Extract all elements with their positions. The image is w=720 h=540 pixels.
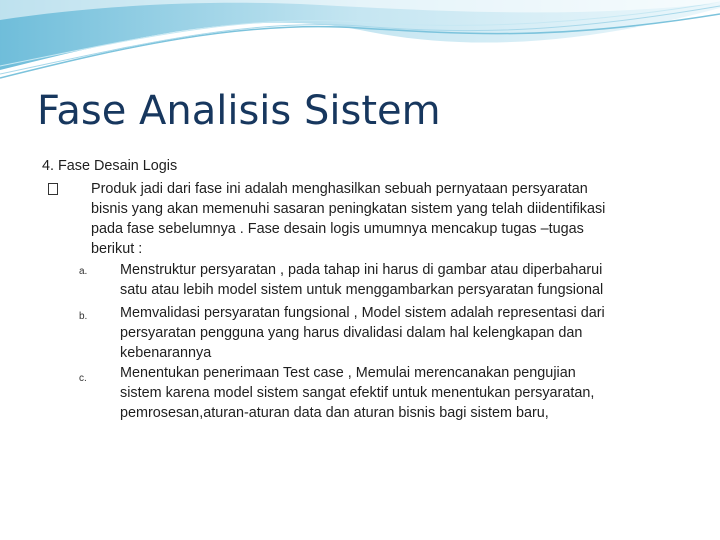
list-item-c-line: sistem karena model sistem sangat efektif untuk menentukan persyaratan,	[120, 385, 595, 401]
square-bullet-icon	[48, 183, 58, 195]
intro-line: pada fase sebelumnya . Fase desain logis umumnya mencakup tugas –tugas	[91, 221, 584, 237]
list-item-a-line: satu atau lebih model sistem untuk menggambarkan persyaratan fungsional	[120, 282, 604, 298]
intro-line: bisnis yang akan memenuhi sasaran peningkatan sistem yang telah diidentifikasi	[91, 201, 606, 217]
list-marker-b: b.	[79, 311, 88, 322]
list-marker-c: c.	[79, 373, 87, 384]
intro-line: Produk jadi dari fase ini adalah menghasilkan sebuah pernyataan persyaratan	[91, 181, 588, 197]
intro-line: berikut :	[91, 241, 143, 257]
list-item-b-line: Memvalidasi persyaratan fungsional , Model sistem adalah representasi dari	[120, 305, 605, 321]
list-item-c-line: Menentukan penerimaan Test case , Memulai merencanakan pengujian	[120, 365, 576, 381]
list-item-b-line: persyaratan pengguna yang harus divalidasi dalam hal kelengkapan dan	[120, 325, 583, 341]
list-item-a-line: Menstruktur persyaratan , pada tahap ini harus di gambar atau diperbaharui	[120, 262, 603, 278]
list-item-b-line: kebenarannya	[120, 345, 212, 361]
slide-title: Fase Analisis Sistem	[37, 88, 441, 134]
list-item-c-line: pemrosesan,aturan-aturan data dan aturan bisnis bagi sistem baru,	[120, 405, 549, 421]
section-heading: 4. Fase Desain Logis	[42, 158, 178, 174]
header-wave-decoration	[0, 0, 720, 80]
list-marker-a: a.	[79, 266, 88, 277]
